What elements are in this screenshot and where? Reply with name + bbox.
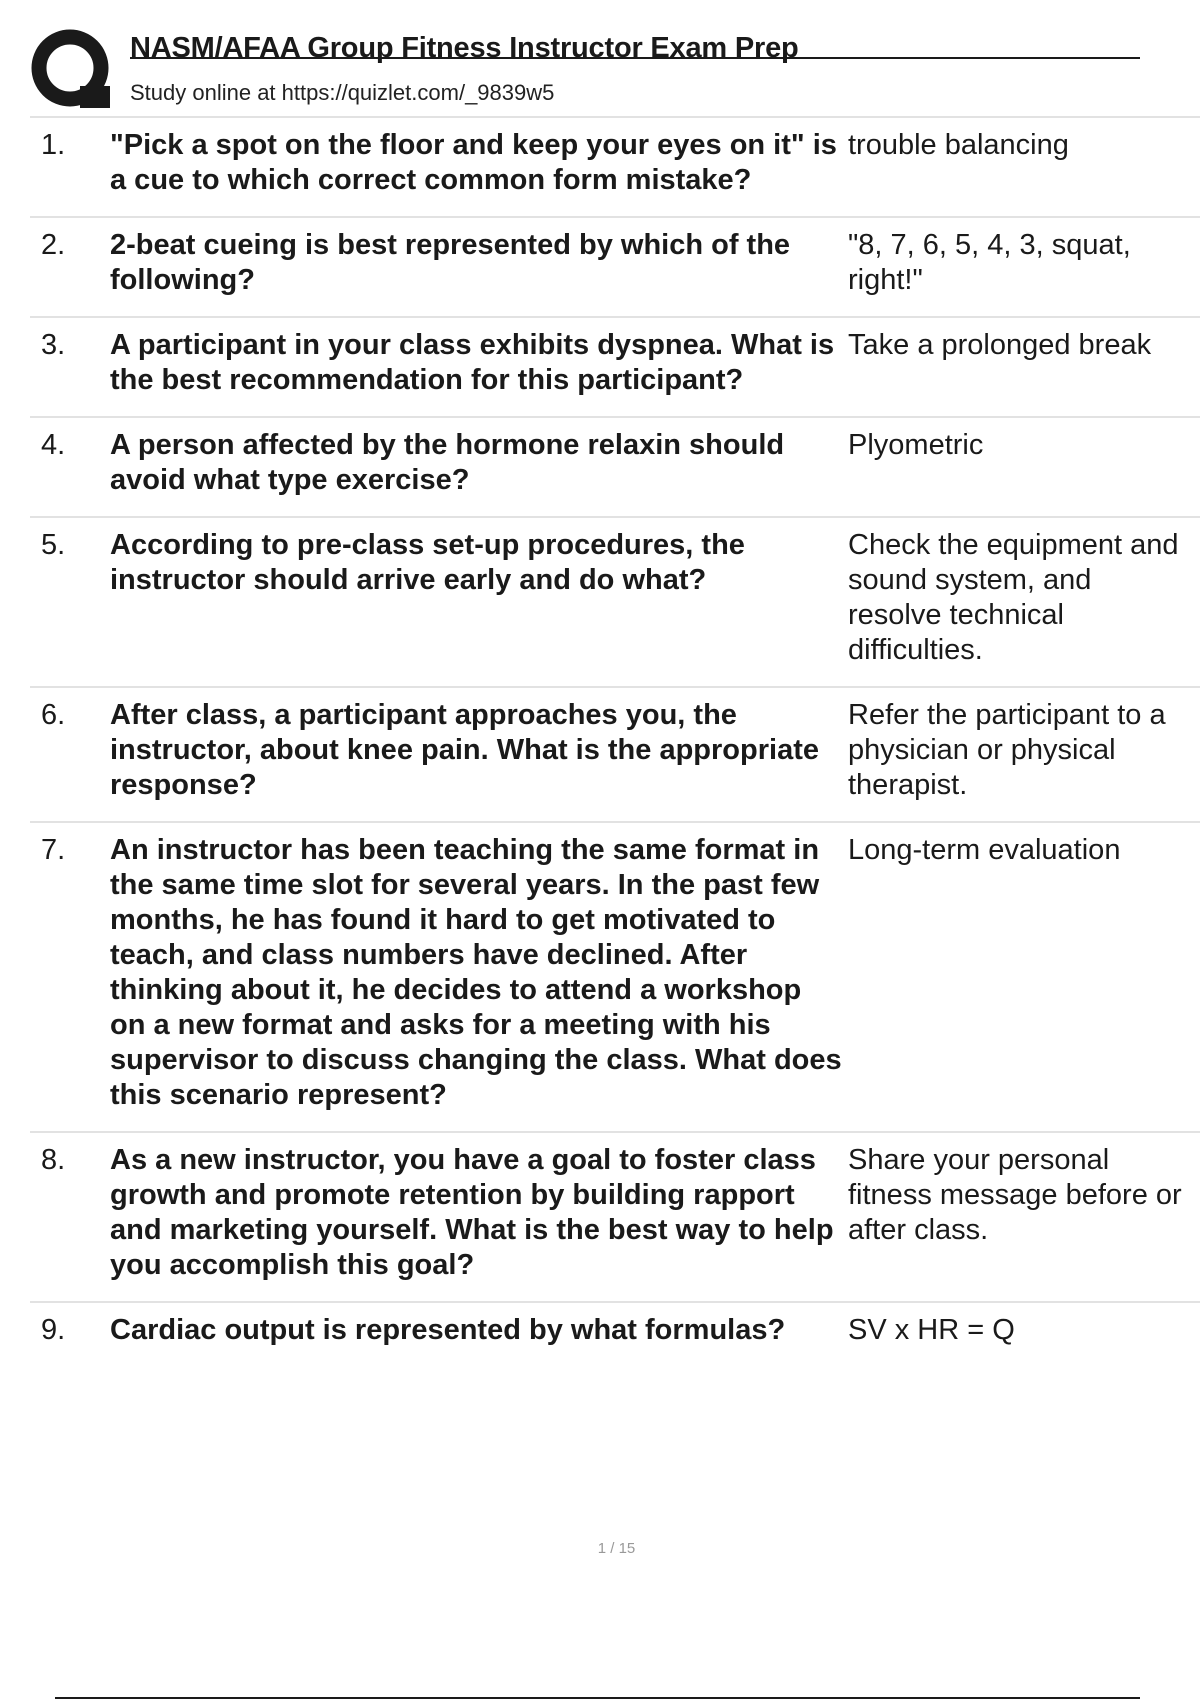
card-answer: SV x HR = Q <box>848 1314 1015 1346</box>
page-number: 1 / 15 <box>597 1540 636 1557</box>
card-answer: Take a prolonged break <box>848 329 1152 361</box>
quizlet-logo-icon <box>30 28 114 112</box>
study-link[interactable]: Study online at https://quizlet.com/_9839w5 <box>130 80 555 105</box>
card-number: 4. <box>41 429 66 461</box>
card-question: After class, a participant approaches you, the instructor, about knee pain. What is the appropriate response? <box>110 699 819 801</box>
card-question: A participant in your class exhibits dyspnea. What is the best recommendation for this participant? <box>110 329 835 396</box>
card-number: 5. <box>41 529 66 561</box>
flashcard-row <box>30 688 1200 823</box>
card-answer: trouble balancing <box>848 129 1069 161</box>
flashcard-row <box>30 1133 1200 1303</box>
flashcard-row <box>30 318 1200 418</box>
card-number: 9. <box>41 1314 66 1346</box>
flashcard-row <box>30 823 1200 1133</box>
card-question: An instructor has been teaching the same format in the same time slot for several years. In the past few months, he has found it hard to get motivated to teach, and class numbers have declined. After thinking about it, he decides to attend a workshop on a new format and asks for a meeting with his supervisor to discuss changing the class. What does this scenario represent? <box>110 834 842 1111</box>
flashcard-row <box>30 118 1200 218</box>
card-answer: Check the equipment and sound system, and resolve technical difficulties. <box>848 529 1179 666</box>
page-title: NASM/AFAA Group Fitness Instructor Exam Prep <box>130 32 799 64</box>
card-number: 1. <box>41 129 66 161</box>
card-question: 2-beat cueing is best represented by which of the following? <box>110 229 791 296</box>
card-answer: Long-term evaluation <box>848 834 1121 866</box>
card-question: According to pre-class set-up procedures, the instructor should arrive early and do what? <box>110 529 745 596</box>
card-question: As a new instructor, you have a goal to foster class growth and promote retention by building rapport and marketing yourself. What is the best way to help you accomplish this goal? <box>110 1144 834 1281</box>
flashcard-row <box>30 518 1200 688</box>
card-number: 6. <box>41 699 66 731</box>
card-question: Cardiac output is represented by what formulas? <box>110 1314 786 1346</box>
card-answer: Refer the participant to a physician or physical therapist. <box>848 699 1166 801</box>
card-question: "Pick a spot on the floor and keep your eyes on it" is a cue to which correct common form mistake? <box>110 129 837 196</box>
card-number: 8. <box>41 1144 66 1176</box>
flashcard-row <box>30 418 1200 518</box>
flashcard-row <box>30 218 1200 318</box>
footer-rule <box>55 1697 1140 1699</box>
flashcard-row <box>30 1303 1200 1366</box>
card-answer: Share your personal fitness message before or after class. <box>848 1144 1182 1246</box>
card-answer: "8, 7, 6, 5, 4, 3, squat, right!" <box>848 229 1131 296</box>
flashcard-list <box>30 116 1200 1366</box>
card-question: A person affected by the hormone relaxin should avoid what type exercise? <box>110 429 785 496</box>
card-number: 3. <box>41 329 66 361</box>
card-answer: Plyometric <box>848 429 984 461</box>
card-number: 7. <box>41 834 66 866</box>
card-number: 2. <box>41 229 66 261</box>
